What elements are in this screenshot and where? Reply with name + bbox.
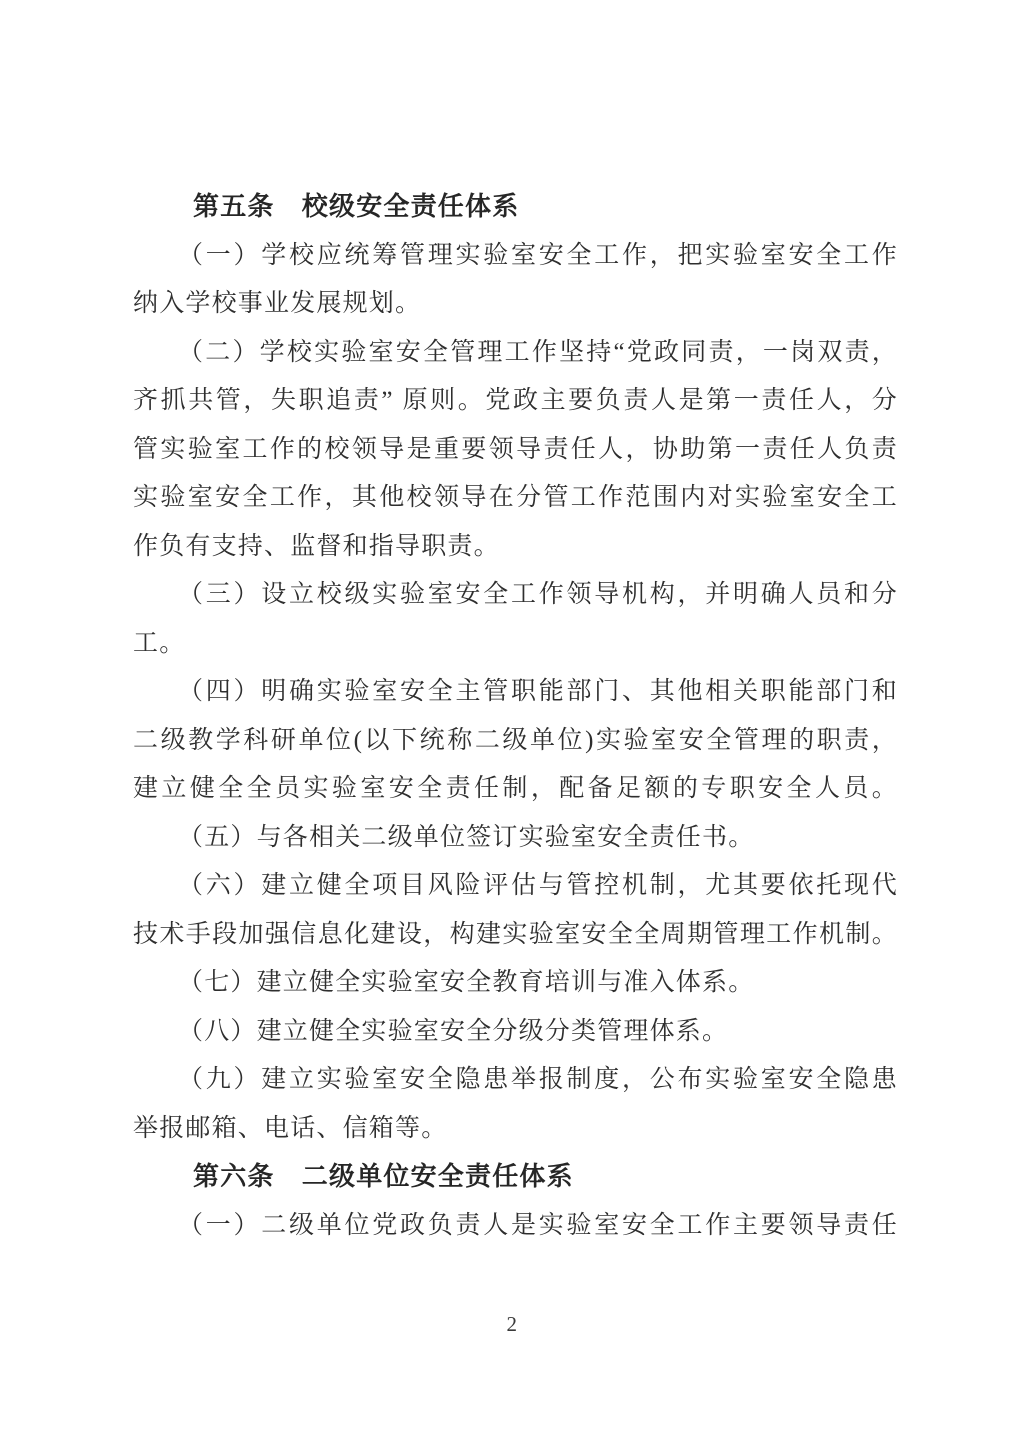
document-line: （七）建立健全实验室安全教育培训与准入体系。: [178, 969, 755, 996]
document-line: 举报邮箱、电话、信箱等。: [133, 1114, 448, 1142]
article-heading-5: 第五条 校级安全责任体系: [193, 192, 520, 221]
document-line: （五）与各相关二级单位签订实验室安全责任书。: [178, 823, 755, 851]
document-line: 技术手段加强信息化建设，构建实验室安全全周期管理工作机制。: [133, 920, 898, 948]
document-line: （四）明确实验室安全主管职能部门、其他相关职能部门和: [178, 678, 898, 705]
page-number: 2: [506, 1312, 518, 1336]
document-line: 二级教学科研单位(以下统称二级单位)实验室安全管理的职责，: [133, 726, 898, 754]
document-text-block: [133, 183, 898, 1250]
document-line: （一）学校应统筹管理实验室安全工作，把实验室安全工作: [178, 241, 898, 269]
document-line: （一）二级单位党政负责人是实验室安全工作主要领导责任: [178, 1211, 898, 1239]
document-line: 实验室安全工作，其他校领导在分管工作范围内对实验室安全工: [133, 484, 898, 511]
document-line: 建立健全全员实验室安全责任制，配备足额的专职安全人员。: [133, 775, 898, 802]
document-line: （九）建立实验室安全隐患举报制度，公布实验室安全隐患: [178, 1066, 898, 1093]
article-heading-6: 第六条 二级单位安全责任体系: [193, 1162, 574, 1191]
document-line: （八）建立健全实验室安全分级分类管理体系。: [178, 1017, 729, 1045]
document-line: 作负有支持、监督和指导职责。: [133, 532, 500, 560]
document-line: 齐抓共管，失职追责” 原则。党政主要负责人是第一责任人，分: [133, 387, 898, 414]
document-line: 纳入学校事业发展规划。: [133, 290, 422, 317]
document-line: 管实验室工作的校领导是重要领导责任人，协助第一责任人负责: [133, 435, 898, 463]
document-line: 工。: [133, 629, 186, 657]
document-line: （二）学校实验室安全管理工作坚持“党政同责，一岗双责，: [178, 338, 898, 366]
document-line: （三）设立校级实验室安全工作领导机构，并明确人员和分: [178, 581, 898, 608]
document-line: （六）建立健全项目风险评估与管控机制，尤其要依托现代: [178, 872, 898, 899]
